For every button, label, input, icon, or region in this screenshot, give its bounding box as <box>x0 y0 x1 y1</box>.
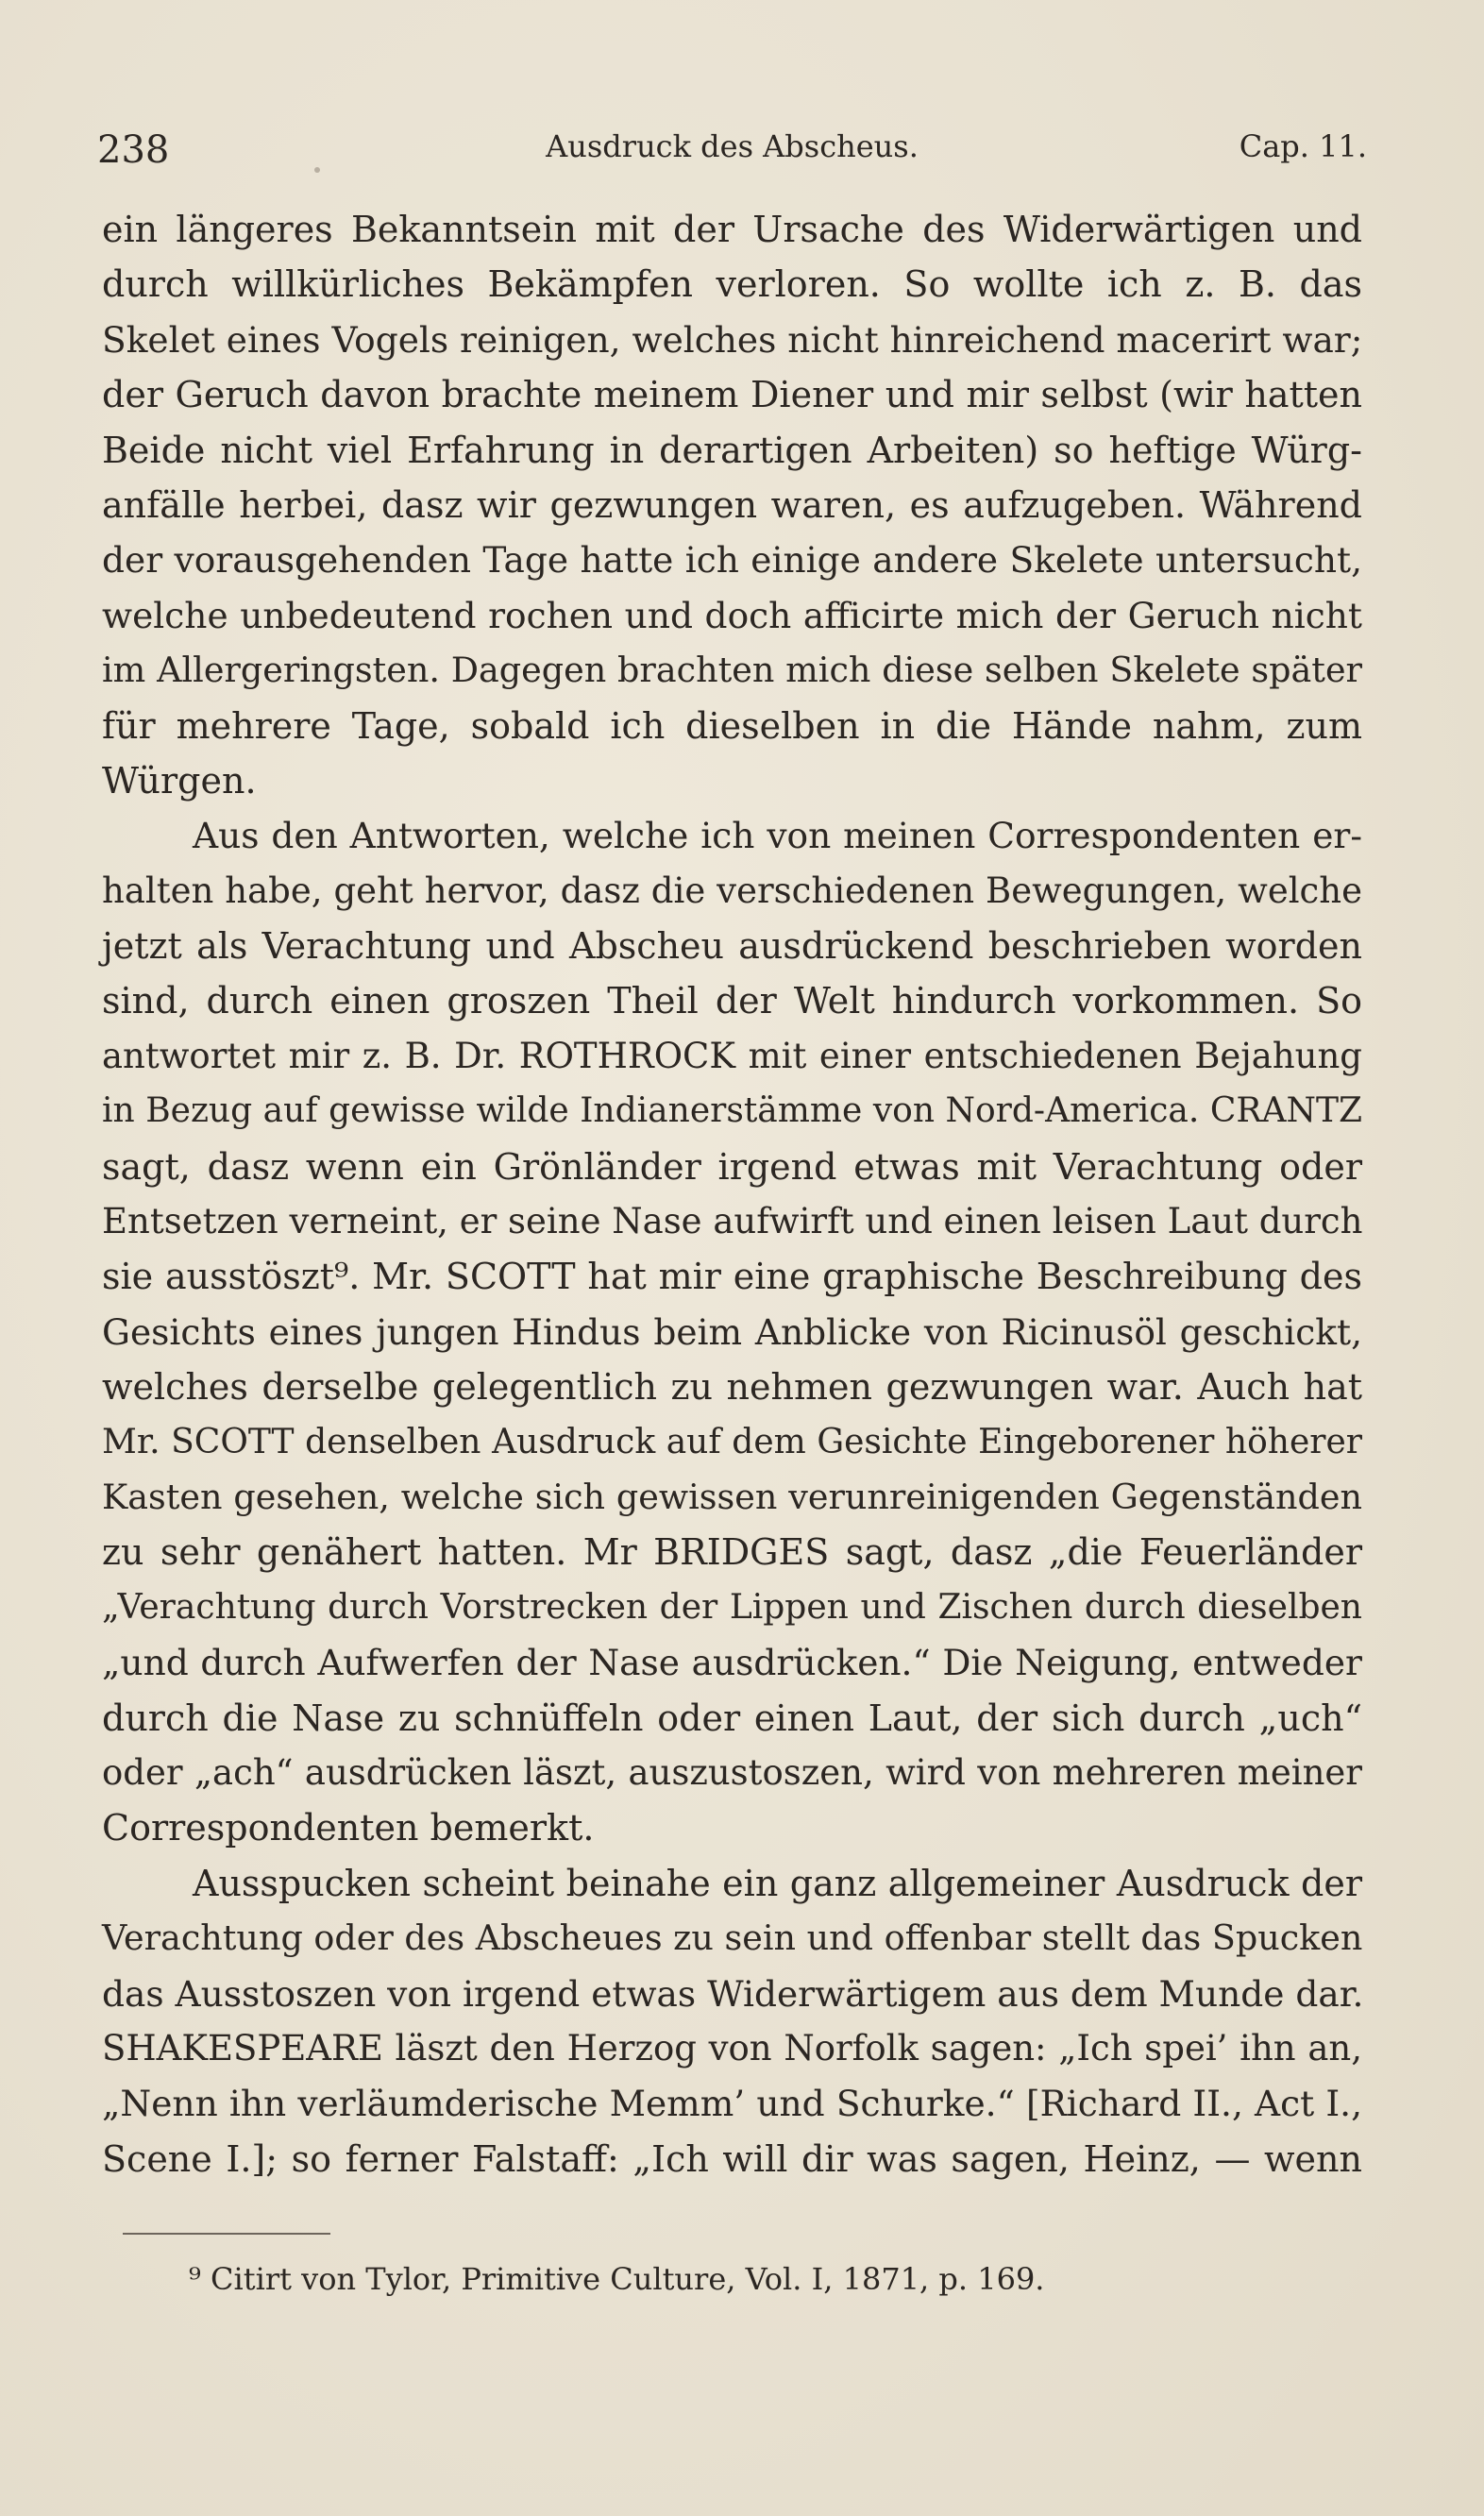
text-line: sind, durch einen groszen Theil der Welt hindurch vorkommen. So <box>102 980 1362 1022</box>
text-line: Mr. SCOTT denselben Ausdruck auf dem Gesichte Eingeborener höherer <box>102 1422 1362 1461</box>
text-line: Entsetzen verneint, er seine Nase aufwirft und einen leisen Laut durch <box>102 1201 1363 1242</box>
text-line: Aus den Antworten, welche ich von meinen Correspondenten er- <box>193 815 1362 857</box>
text-line: durch willkürliches Bekämpfen verloren. So wollte ich z. B. das <box>102 263 1362 306</box>
footnote: ⁹ Citirt von Tylor, Primitive Culture, Vol. I, 1871, p. 169. <box>189 2261 1045 2297</box>
page-number: 238 <box>97 128 170 172</box>
text-line: anfälle herbei, dasz wir gezwungen waren, es aufzugeben. Während <box>102 483 1362 526</box>
running-head <box>97 121 1367 172</box>
running-title: Ausdruck des Abscheus. <box>546 128 919 164</box>
text-line: Scene I.]; so ferner Falstaff: „Ich will dir was sagen, Heinz, — wenn <box>102 2137 1362 2180</box>
text-line: sie ausstöszt⁹. Mr. SCOTT hat mir eine graphische Beschreibung des <box>102 1256 1362 1298</box>
text-line: antwortet mir z. B. Dr. ROTHROCK mit einer entschiedenen Bejahung <box>102 1035 1362 1076</box>
text-line: jetzt als Verachtung und Abscheu ausdrückend beschrieben worden <box>102 925 1362 968</box>
text-line: „Verachtung durch Vorstrecken der Lippen und Zischen durch dieselben <box>102 1587 1362 1627</box>
body-text <box>102 202 1362 2187</box>
paper-speck <box>314 167 320 173</box>
text-line: in Bezug auf gewisse wilde Indianerstämme von Nord-America. CRANTZ <box>102 1091 1362 1131</box>
text-line: ein längeres Bekanntsein mit der Ursache des Widerwärtigen und <box>102 209 1362 250</box>
text-line: Kasten gesehen, welche sich gewissen verunreinigenden Gegenständen <box>102 1476 1362 1517</box>
chapter-label: Cap. 11. <box>1239 128 1367 164</box>
text-line: zu sehr genähert hatten. Mr BRIDGES sagt, dasz „die Feuerländer <box>102 1531 1362 1574</box>
footnote-rule <box>123 2233 330 2235</box>
text-line: „Nenn ihn verläumderische Memm’ und Schurke.“ [Richard II., Act I., <box>102 2083 1362 2125</box>
text-line: Verachtung oder des Abscheues zu sein und offenbar stellt das Spucken <box>102 1917 1363 1959</box>
text-line: Ausspucken scheint beinahe ein ganz allgemeiner Ausdruck der <box>193 1862 1362 1904</box>
text-line: der vorausgehenden Tage hatte ich einige andere Skelete untersucht, <box>102 539 1362 582</box>
text-line: der Geruch davon brachte meinem Diener und mir selbst (wir hatten <box>102 374 1362 416</box>
text-line: sagt, dasz wenn ein Grönländer irgend etwas mit Verachtung oder <box>102 1145 1362 1188</box>
text-line: SHAKESPEARE läszt den Herzog von Norfolk sagen: „Ich spei’ ihn an, <box>102 2027 1362 2069</box>
text-line: oder „ach“ ausdrücken läszt, auszustoszen, wird von mehreren meiner <box>102 1751 1362 1793</box>
text-line: welches derselbe gelegentlich zu nehmen gezwungen war. Auch hat <box>102 1366 1362 1409</box>
text-line: das Ausstoszen von irgend etwas Widerwärtigem aus dem Munde dar. <box>102 1972 1364 2015</box>
text-line: Correspondenten bemerkt. <box>102 1807 595 1849</box>
text-line: Würgen. <box>102 759 257 802</box>
text-line: für mehrere Tage, sobald ich dieselben in die Hände nahm, zum <box>102 704 1362 747</box>
text-line: halten habe, geht hervor, dasz die verschiedenen Bewegungen, welche <box>102 870 1362 911</box>
text-line: Skelet eines Vogels reinigen, welches nicht hinreichend macerirt war; <box>102 318 1363 361</box>
text-line: „und durch Aufwerfen der Nase ausdrücken.“ Die Neigung, entweder <box>102 1642 1362 1684</box>
text-line: welche unbedeutend rochen und doch afficirte mich der Geruch nicht <box>102 594 1362 636</box>
text-line: Beide nicht viel Erfahrung in derartigen Arbeiten) so heftige Würg- <box>102 429 1362 471</box>
text-line: durch die Nase zu schnüffeln oder einen Laut, der sich durch „uch“ <box>102 1697 1362 1739</box>
text-line: Gesichts eines jungen Hindus beim Anblicke von Ricinusöl geschickt, <box>102 1310 1362 1353</box>
text-line: im Allergeringsten. Dagegen brachten mich diese selben Skelete später <box>102 650 1362 691</box>
